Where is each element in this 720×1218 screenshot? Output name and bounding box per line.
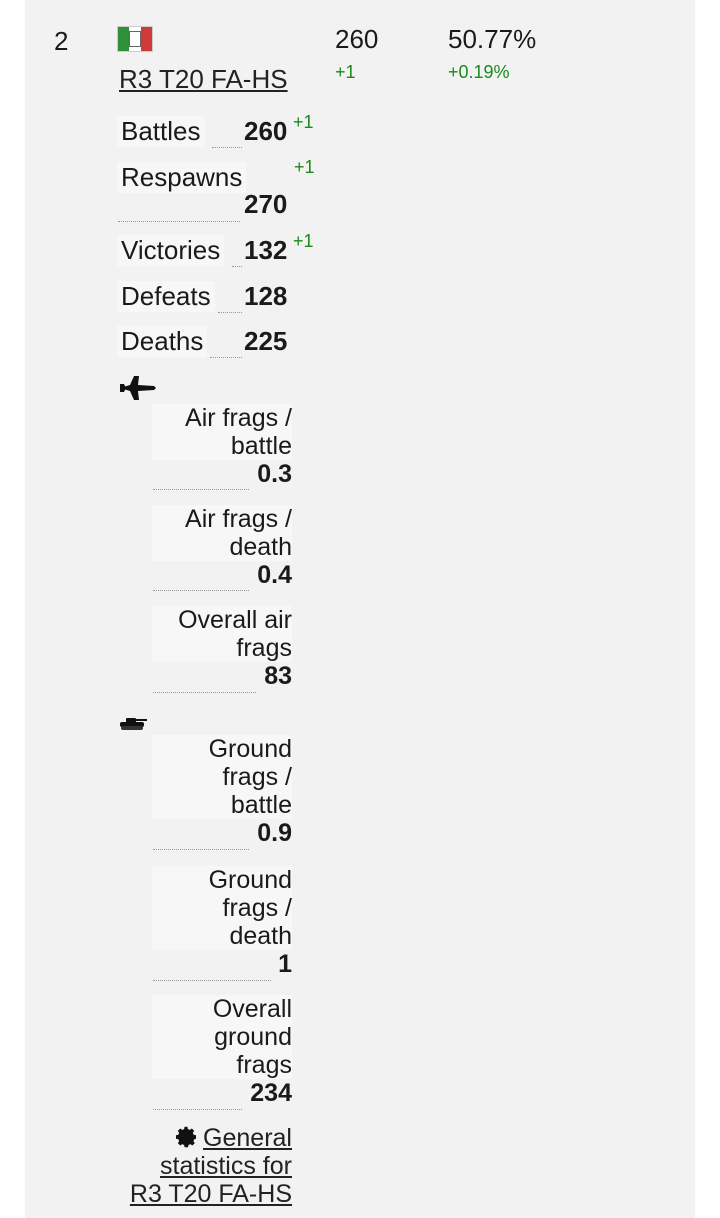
victories-value: 132 (244, 235, 288, 265)
general-statistics-anchor[interactable] (130, 1124, 292, 1208)
air-frags-per-death-value: 0.4 (257, 561, 292, 589)
summary-win-rate-delta: +0.19% (448, 62, 510, 82)
defeats-dots (218, 311, 242, 313)
overall-air-frags-dots (153, 691, 256, 693)
victories-label: Victories (117, 235, 224, 266)
respawns-delta: +1 (294, 157, 315, 177)
battles-delta: +1 (293, 112, 314, 132)
air-frags-per-battle-label-1: Air frags / (152, 404, 292, 432)
ground-frags-per-battle-label-3: battle (152, 791, 292, 819)
overall-ground-frags-dots (153, 1108, 242, 1110)
summary-battles-delta: +1 (335, 62, 356, 82)
ground-frags-per-battle-label-2: frags / (152, 763, 292, 791)
defeats-value: 128 (244, 281, 288, 311)
air-frags-per-battle (152, 404, 292, 488)
respawns-value: 270 (244, 189, 288, 219)
overall-ground-frags-label-3: frags (152, 1051, 292, 1079)
air-frags-per-battle-label-2: battle (152, 432, 292, 460)
battles-value: 260 (244, 116, 288, 146)
ground-frags-per-death-label-1: Ground (152, 866, 292, 894)
deaths-dots (210, 356, 242, 358)
defeats-label: Defeats (117, 281, 215, 312)
overall-ground-frags (152, 995, 292, 1107)
ground-frags-per-battle-dots (153, 848, 249, 850)
ground-frags-per-death-label-2: frags / (152, 894, 292, 922)
air-frags-per-death-label-1: Air frags / (152, 505, 292, 533)
ground-frags-per-death-value: 1 (278, 950, 292, 978)
general-statistics-link[interactable] (110, 1124, 292, 1208)
tank-icon (118, 714, 148, 732)
general-link-line-2[interactable]: statistics for (160, 1152, 292, 1180)
overall-ground-frags-value: 234 (250, 1079, 292, 1107)
battles-dots (212, 146, 242, 148)
jet-icon (118, 374, 158, 402)
ground-frags-per-battle-value: 0.9 (257, 819, 292, 847)
victories-delta: +1 (293, 231, 314, 251)
respawns-label: Respawns (117, 162, 246, 193)
ground-frags-per-death (152, 866, 292, 978)
battles-label: Battles (117, 116, 205, 147)
gear-icon (175, 1125, 199, 1149)
deaths-label: Deaths (117, 326, 207, 357)
vehicle-name-link[interactable]: R3 T20 FA-HS (119, 64, 288, 94)
ground-frags-per-death-dots (153, 979, 271, 981)
ground-frags-per-battle-label-1: Ground (152, 735, 292, 763)
victories-dots (232, 265, 242, 267)
air-frags-per-death-label-2: death (152, 533, 292, 561)
air-frags-per-death-dots (153, 589, 249, 591)
deaths-value: 225 (244, 326, 288, 356)
overall-ground-frags-label-2: ground (152, 1023, 292, 1051)
summary-win-rate: 50.77% (448, 24, 537, 54)
summary-battles: 260 (335, 24, 379, 54)
air-frags-per-battle-value: 0.3 (257, 460, 292, 488)
respawns-dots (118, 220, 240, 222)
vehicle-rank: 2 (54, 26, 69, 56)
overall-air-frags-value: 83 (264, 662, 292, 690)
ground-frags-per-battle (152, 735, 292, 847)
overall-air-frags-label-1: Overall air (152, 606, 292, 634)
overall-air-frags-label-2: frags (152, 634, 292, 662)
overall-ground-frags-label-1: Overall (152, 995, 292, 1023)
general-link-line-1[interactable]: General (203, 1124, 292, 1152)
air-frags-per-death (152, 505, 292, 589)
general-link-line-3[interactable]: R3 T20 FA-HS (129, 1180, 292, 1208)
ground-frags-per-death-label-3: death (152, 922, 292, 950)
overall-air-frags (152, 606, 292, 690)
italy-flag-icon (117, 26, 153, 52)
air-frags-per-battle-dots (153, 488, 249, 490)
